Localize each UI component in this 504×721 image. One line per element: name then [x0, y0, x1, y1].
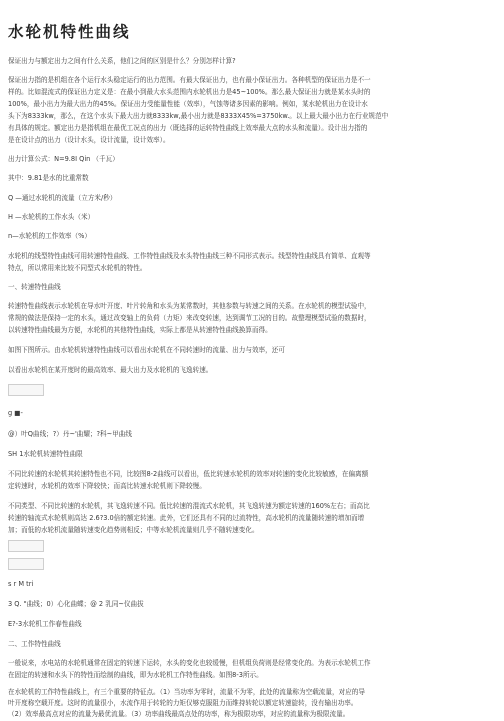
- paragraph-line: 100%，最小出力为最大出力的45%。保证出力受能量性能（效率），气蚀等诸多因素的影响。例如，某水轮机出力在设计水: [8, 100, 368, 108]
- paragraph-line: 转速的轴流式水轮机则高达 2.6?3.0倍的额定转速。此外，它们还具有不同的过流特性，高水轮机的流量随转速的增加而增: [8, 514, 365, 522]
- definition-line: H —水轮机的工作水头（米）: [8, 213, 95, 221]
- paragraph-line: 样的。比如混流式的保证出力定义是：在最小到最大水头范围内水轮机出力是45~100%。那么最大保证出力就是某水头时的: [8, 88, 371, 96]
- figure-caption-line: E?-3水轮机工作春性曲线: [8, 620, 82, 628]
- paragraph-line: 定转速时，水轮机的效率下降较快；而高比转速水轮机则下降较慢。: [8, 482, 206, 490]
- figure-caption-line: g ■-: [8, 409, 23, 417]
- paragraph-line: 在固定的转速和水头下的特性而绘制的曲线，即为水轮机工作特性曲线。如图8-3所示。: [8, 671, 263, 679]
- formula-line: 出力计算公式：N=9.8I Qin （千瓦）: [8, 155, 119, 163]
- paragraph-line: 水轮机的线型特性曲线可用转速特性曲线、工作特性曲线及水头特性曲线三种不同形式表示。线型特性曲线具有简单、直观等: [8, 252, 371, 260]
- figure-caption-line: SH 1水轮机转速特性曲限: [8, 450, 83, 458]
- paragraph-line: 以转速特性曲线最为方便，水轮机的其他特性曲线，实际上都是从转速特性曲线换算而得。: [8, 326, 272, 334]
- paragraph-line: 常规的做法是保持一定的水头，通过改变轴上的负荷（力矩）来改变转速，达到调节工况的目的。故整理模型试验的数据时，: [8, 314, 371, 322]
- paragraph-line: 以看出水轮机在某开度时的最高效率、最大出力及水轮机的飞逸转速。: [8, 366, 213, 374]
- definition-line: n—水轮机的工作效率（%）: [8, 232, 91, 240]
- figure-caption-line: @）叶Q曲线；?）丹~'曲耀；?科~甲曲线: [8, 430, 132, 438]
- paragraph-line: 不同比转速的水轮机其转速特性也不同，比较图8-2曲线可以看出，低比转速水轮机的效率对转速的变化比较敏感，在偏离额: [8, 470, 369, 478]
- figure-placeholder: [8, 558, 44, 570]
- paragraph-line: 有具体的规定。额定出力是指机组在最优工况点的出力（既选择的运转特性曲线上效率最大点的水头和流量）。设计出力指的: [8, 124, 368, 132]
- figure-caption-line: s r M tri: [8, 580, 34, 588]
- paragraph-line: 如图下图所示。由水轮机转速特性曲线可以看出水轮机在不同转速时的流量、出力与效率，还可: [8, 346, 285, 354]
- paragraph-line: 是在设计点的出力（设计水头，设计流量，设计效率）。: [8, 136, 170, 144]
- paragraph-line: 转速特性曲线表示水轮机在导水叶开度、叶片转角和水头为某常数时，其他参数与转速之间的关系。在水轮机的模型试验中，: [8, 302, 371, 310]
- page-title: 水轮机特性曲线: [8, 23, 131, 41]
- paragraph-line: 一般说来，水电站的水轮机通常在固定的转速下运转，水头的变化也较缓慢，但机组负荷则是经常变化的。为表示水轮机工作: [8, 659, 371, 667]
- figure-placeholder: [8, 540, 44, 552]
- paragraph-line: 在水轮机的工作特性曲线上，有三个重要的特征点。（1）当功率为零时，流量不为零，此处的流量称为空载流量，对应的导: [8, 688, 365, 696]
- figure-caption-line: 3 Q. "曲线；0）心化曲蝶；@ 2 乳同~仪曲拔: [8, 600, 144, 608]
- paragraph-line: 加；而低的水轮机流量随转速变化趋势则相反；中等水轮机流量则几乎不随转速变化。: [8, 526, 259, 534]
- definition-line: Q —通过水轮机的流量（立方米/秒）: [8, 194, 117, 202]
- paragraph-line: 特点，所以常用来比较不同型式水轮机的特性。: [8, 264, 147, 272]
- paragraph-line: 保证出力指的是机组在各个运行水头稳定运行的出力范围。有最大保证出力，也有最小保证出力。各种机型的保证出力是不一: [8, 76, 371, 84]
- question-line: 保证出力与额定出力之间有什么关系，他们之间的区别是什么？分别怎样计算?: [8, 57, 236, 65]
- paragraph-line: 头下为8333kw，那么，在这个水头下最大出力就8333kw,最小出力就是8333X45%=3750kw.。以上最大最小出力在行业规范中: [8, 112, 389, 120]
- section-heading: 一、转速特性曲线: [8, 283, 61, 291]
- definition-line: 其中：9.81是水的比重常数: [8, 174, 89, 182]
- figure-placeholder: [8, 384, 44, 396]
- section-heading: 二、工作特性曲线: [8, 640, 61, 648]
- paragraph-line: 不同类型、不同比转速的水轮机，其飞逸转速不同。低比转速的混流式水轮机，其飞逸转速为额定转速的160%左右；而高比: [8, 502, 370, 510]
- paragraph-line: （2）效率最高点对应的流量为最优流量。（3）功率曲线最高点处的功率，称为极限功率，对应的流量称为极限流量。: [8, 710, 350, 718]
- paragraph-line: 叶开度称空载开度。这时的流量很小，水流作用于转轮的力矩仅够克服阻力而维持转轮以额定转速旋转，没有输出功率。: [8, 699, 358, 707]
